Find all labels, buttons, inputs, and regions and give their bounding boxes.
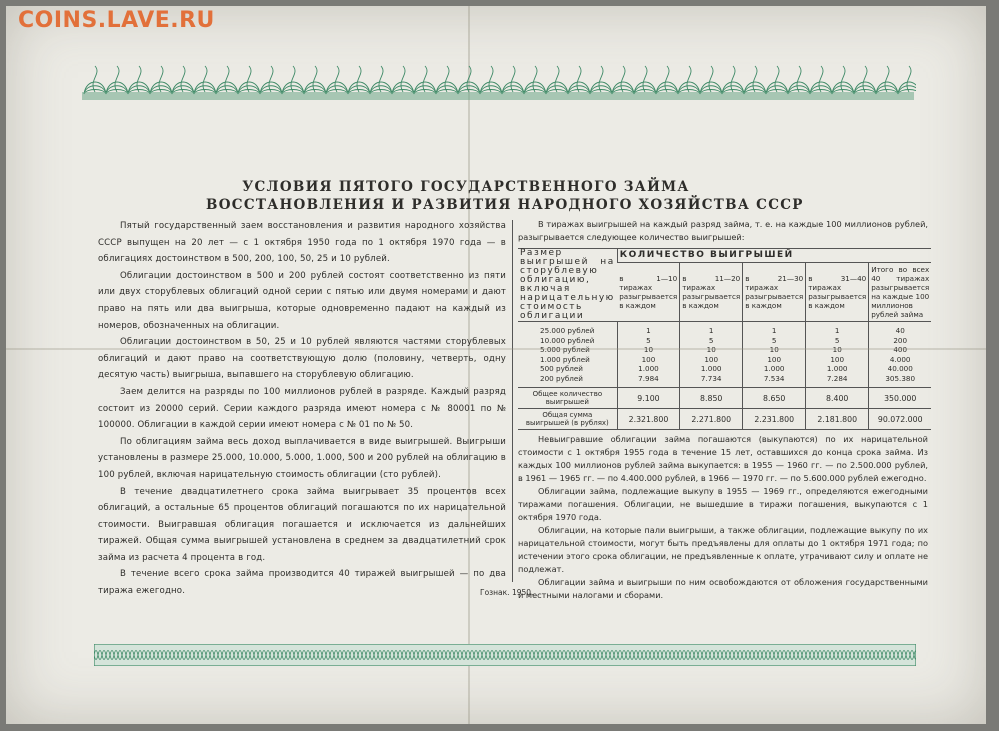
- column-header: в 1—10 тиражах разыгрывается в каждом: [617, 262, 680, 321]
- paragraph: Облигации займа, подлежащие выкупу в 1955 — 1969 гг., определяются ежегодными тиражами погашения. Облигации, не вышедшие в тиражи погашения, выкупаются с 1 октября 1970 года.: [518, 486, 928, 522]
- table-cell: 100: [743, 355, 806, 365]
- site-watermark: COINS.LAVE.RU: [18, 8, 215, 33]
- table-cell: 5.000 рублей: [540, 345, 590, 355]
- printer-imprint: Гознак. 1950.: [480, 588, 534, 597]
- paragraph: Заем делится на разряды по 100 миллионов рублей в разряде. Каждый разряд состоит из 20000 серий. Серии каждого разряда имеют номера с № 80001 по № 100000. Облигации в каждой серии имеют номера с № 01 по № 50.: [98, 386, 506, 431]
- table-cell: 100: [806, 355, 869, 365]
- table-cell: 8.400: [806, 388, 869, 409]
- table-intro: В тиражах выигрышей на каждый разряд займа, т. е. на каждые 100 миллионов рублей, разыгрывается следующее количество выигрышей:: [518, 219, 928, 242]
- table-cell: 1.000 рублей: [540, 354, 590, 364]
- table-cell: 25.000 рублей: [540, 326, 595, 336]
- table-cell: 1: [617, 322, 680, 336]
- table-row: [518, 374, 931, 388]
- table-cell: Общая сумма выигрышей (в рублях): [518, 409, 617, 430]
- title-line-2: ВОССТАНОВЛЕНИЯ И РАЗВИТИЯ НАРОДНОГО ХОЗЯЙСТВА СССР: [206, 197, 804, 213]
- column-header: Итого во всех 40 тиражах разыгрывается на каждые 100 миллионов рублей займа: [869, 262, 932, 321]
- table-cell: 1.000: [743, 364, 806, 374]
- table-cell: 1: [743, 322, 806, 336]
- table-cell: 200 рублей: [518, 374, 617, 388]
- paragraph: Облигации займа и выигрыши по ним освобождаются от обложения государственными и местными налогами и сборами.: [518, 577, 928, 600]
- paragraph: В течение двадцатилетнего срока займа выигрывает 35 процентов всех облигаций, а остальные 65 процентов облигаций погашаются по их нарицательной стоимости. Выигравшая облигация погашается и исключается из дальнейших тиражей. Общая сумма выигрышей установлена в среднем за двадцатилетний срок займа из расчета 4 процента в год.: [98, 486, 506, 563]
- table-cell: 400: [869, 345, 932, 355]
- table-row: [518, 345, 931, 355]
- title-line-1: УСЛОВИЯ ПЯТОГО ГОСУДАРСТВЕННОГО ЗАЙМА: [242, 179, 690, 195]
- table-cell: 1.000: [617, 364, 680, 374]
- bottom-ornament-band: [94, 644, 916, 666]
- table-cell: 4.000: [869, 355, 932, 365]
- prize-size-header: Размер выигрышей на сторублевую облигацию, включая нарицательную стоимость облигации: [518, 249, 617, 322]
- top-ornament-band: [80, 64, 916, 104]
- table-cell: 2.181.800: [806, 409, 869, 430]
- table-cell: 1: [680, 322, 743, 336]
- table-cell: 40.000: [869, 364, 932, 374]
- table-cell: 8.650: [743, 388, 806, 409]
- total-row: [518, 388, 931, 409]
- table-cell: 1: [806, 322, 869, 336]
- column-header: в 31—40 тиражах разыгрывается в каждом: [806, 262, 869, 321]
- paragraph: Облигации, на которые пали выигрыши, а также облигации, подлежащие выкупу по их нарицательной стоимости, могут быть предъявлены для оплаты до 1 октября 1971 года; по истечении этого срока облигации, не предъявленные к оплате, утрачивают силу и оплате не подлежат.: [518, 525, 928, 574]
- paragraph: По облигациям займа весь доход выплачивается в виде выигрышей. Выигрыши установлены в размере 25.000, 10.000, 5.000, 1.000, 500 и 200 рублей на облигацию в 100 рублей, включая нарицательную стоимость облигации (сто рублей).: [98, 436, 506, 480]
- column-header: в 11—20 тиражах разыгрывается в каждом: [680, 262, 743, 321]
- table-cell: 90.072.000: [869, 409, 932, 430]
- table-cell: 2.271.800: [680, 409, 743, 430]
- table-cell: 1.000: [680, 364, 743, 374]
- table-cell: 8.850: [680, 388, 743, 409]
- prize-rows: [518, 322, 931, 388]
- table-cell: 5: [617, 336, 680, 346]
- paragraph: Облигации достоинством в 500 и 200 рублей состоят соответственно из пяти или двух сторублевых облигаций одной серии с пятью или двумя номерами и дают право на пять или два выигрыша, которые одновременно падают на каждый из номеров, обозначенных на облигации.: [98, 270, 506, 331]
- table-cell: 100: [617, 355, 680, 365]
- table-cell: 350.000: [869, 388, 932, 409]
- table-row: [518, 322, 931, 336]
- table-cell: 5: [806, 336, 869, 346]
- total-row: [518, 409, 931, 430]
- paragraph: Невыигравшие облигации займа погашаются (выкупаются) по их нарицательной стоимости с 1 октября 1955 года в течение 15 лет, оставшихся до конца срока займа. Из каждых 100 миллионов рублей займа выкупается: в 1955 — 1960 гг. — по 2.500.000 рублей, в 1961 — 1965 гг. — по 4.400.000 рублей, в 1966 — 1970 гг. — по 5.600.000 рублей ежегодно.: [518, 434, 928, 483]
- table-cell: 5: [680, 336, 743, 346]
- table-row: [518, 364, 931, 374]
- column-divider: [512, 220, 513, 582]
- loan-conditions-title: [206, 178, 804, 214]
- left-column-conditions: [98, 218, 506, 600]
- bond-reverse-sheet: [6, 6, 986, 724]
- table-cell: 2.321.800: [617, 409, 680, 430]
- paragraph: В течение всего срока займа производится 40 тиражей выигрышей — по два тиража ежегодно.: [98, 569, 506, 597]
- column-header: в 21—30 тиражах разыгрывается в каждом: [743, 262, 806, 321]
- table-cell: 7.284: [806, 374, 869, 388]
- paragraph: Пятый государственный заем восстановления и развития народного хозяйства СССР выпущен на 20 лет — с 1 октября 1950 года по 1 октября 1970 года — в облигациях достоинством в 500, 200, 100, 50, 25 и 10 рублей.: [98, 221, 506, 265]
- table-cell: 9.100: [617, 388, 680, 409]
- right-column-conditions: [518, 218, 928, 602]
- table-cell: 10: [743, 345, 806, 355]
- table-cell: 10: [680, 345, 743, 355]
- winnings-count-header: КОЛИЧЕСТВО ВЫИГРЫШЕЙ: [617, 249, 931, 263]
- table-cell: 5: [743, 336, 806, 346]
- table-cell: 10: [617, 345, 680, 355]
- table-cell: 305.380: [869, 374, 932, 388]
- table-row: [518, 355, 931, 365]
- table-cell: 7.984: [617, 374, 680, 388]
- table-cell: 10: [806, 345, 869, 355]
- table-row: [518, 336, 931, 346]
- table-cell: 100: [680, 355, 743, 365]
- paragraph: Облигации достоинством в 50, 25 и 10 рублей являются частями сторублевых облигаций и дают право на соответствующую долю (половину, четверть, одну десятую часть) выигрыша, выпавшего на сторублевую облигацию.: [98, 337, 506, 381]
- table-cell: 40: [869, 322, 932, 336]
- total-rows: [518, 388, 931, 430]
- table-cell: 10.000 рублей: [540, 335, 595, 345]
- table-cell: Общее количество выигрышей: [518, 388, 617, 409]
- table-cell: 7.734: [680, 374, 743, 388]
- table-cell: 200: [869, 336, 932, 346]
- winnings-table: [518, 248, 931, 430]
- table-cell: 2.231.800: [743, 409, 806, 430]
- table-cell: 500 рублей: [540, 364, 583, 374]
- table-cell: 1.000: [806, 364, 869, 374]
- table-cell: 7.534: [743, 374, 806, 388]
